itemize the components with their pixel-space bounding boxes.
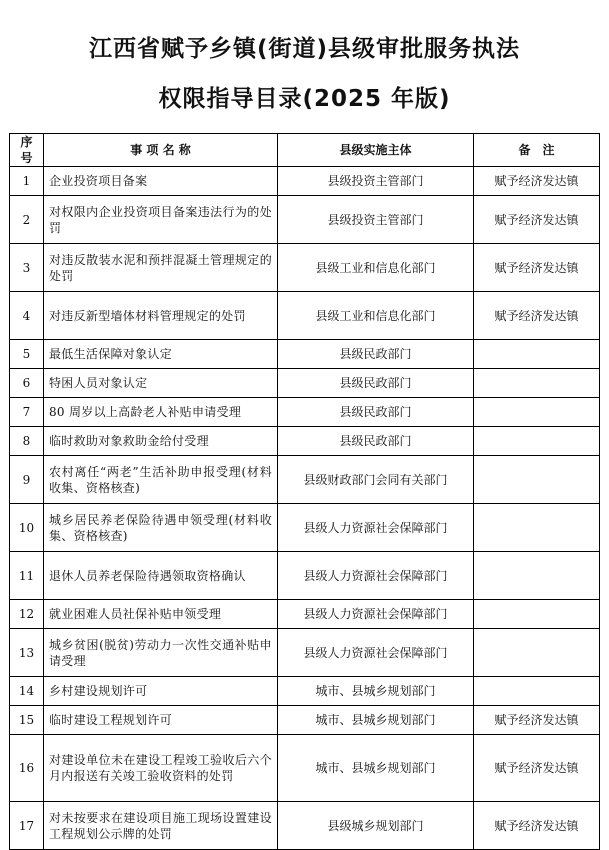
table-row: [10, 802, 600, 850]
row-remarks: 赋予经济发达镇: [474, 706, 600, 735]
row-remarks: 赋予经济发达镇: [474, 802, 600, 850]
table-row: [10, 735, 600, 802]
table-row: [10, 629, 600, 677]
row-serial-number: 12: [10, 600, 44, 629]
row-implementing-subject: 县级人力资源社会保障部门: [278, 504, 474, 552]
row-item-name: 临时建设工程规划许可: [44, 706, 278, 735]
document-title-line1: 江西省赋予乡镇(街道)县级审批服务执法: [88, 36, 521, 62]
row-remarks: 赋予经济发达镇: [474, 735, 600, 802]
row-item-name: 城乡居民养老保险待遇申领受理(材料收集、资格核查): [44, 504, 278, 552]
row-implementing-subject: 县级人力资源社会保障部门: [278, 629, 474, 677]
row-implementing-subject: 县级民政部门: [278, 369, 474, 398]
authority-catalog-table: [9, 133, 600, 850]
table-row: [10, 677, 600, 706]
row-item-name: 最低生活保障对象认定: [44, 340, 278, 369]
row-item-name: 乡村建设规划许可: [44, 677, 278, 706]
row-remarks: [474, 369, 600, 398]
row-remarks: [474, 504, 600, 552]
row-remarks: [474, 340, 600, 369]
header-remarks: 备 注: [474, 134, 600, 167]
row-serial-number: 5: [10, 340, 44, 369]
row-serial-number: 2: [10, 196, 44, 244]
row-implementing-subject: 县级民政部门: [278, 398, 474, 427]
table-row: [10, 504, 600, 552]
row-implementing-subject: 城市、县城乡规划部门: [278, 677, 474, 706]
row-item-name: 城乡贫困(脱贫)劳动力一次性交通补贴申请受理: [44, 629, 278, 677]
header-serial-number: 序号: [10, 134, 44, 167]
row-item-name: 企业投资项目备案: [44, 167, 278, 196]
row-remarks: [474, 600, 600, 629]
table-header-row: [10, 134, 600, 167]
row-item-name: 80 周岁以上高龄老人补贴申请受理: [44, 398, 278, 427]
row-serial-number: 15: [10, 706, 44, 735]
row-item-name: 农村离任“两老”生活补助申报受理(材料收集、资格核查): [44, 456, 278, 504]
row-serial-number: 16: [10, 735, 44, 802]
row-implementing-subject: 县级人力资源社会保障部门: [278, 552, 474, 600]
table-row: [10, 369, 600, 398]
row-serial-number: 4: [10, 292, 44, 340]
table-row: [10, 427, 600, 456]
header-item-name: 事 项 名 称: [44, 134, 278, 167]
row-implementing-subject: 城市、县城乡规划部门: [278, 735, 474, 802]
row-item-name: 对违反散装水泥和预拌混凝土管理规定的处罚: [44, 244, 278, 292]
row-implementing-subject: 县级城乡规划部门: [278, 802, 474, 850]
table-row: [10, 340, 600, 369]
row-implementing-subject: 县级工业和信息化部门: [278, 292, 474, 340]
row-implementing-subject: 县级投资主管部门: [278, 196, 474, 244]
row-remarks: [474, 456, 600, 504]
row-item-name: 退休人员养老保险待遇领取资格确认: [44, 552, 278, 600]
row-remarks: [474, 629, 600, 677]
row-item-name: 特困人员对象认定: [44, 369, 278, 398]
row-serial-number: 7: [10, 398, 44, 427]
table-row: [10, 167, 600, 196]
table-row: [10, 398, 600, 427]
row-serial-number: 17: [10, 802, 44, 850]
row-serial-number: 13: [10, 629, 44, 677]
row-item-name: 临时救助对象救助金给付受理: [44, 427, 278, 456]
row-serial-number: 11: [10, 552, 44, 600]
row-implementing-subject: 县级财政部门会同有关部门: [278, 456, 474, 504]
row-remarks: [474, 427, 600, 456]
row-serial-number: 3: [10, 244, 44, 292]
row-serial-number: 1: [10, 167, 44, 196]
row-item-name: 对未按要求在建设项目施工现场设置建设工程规划公示牌的处罚: [44, 802, 278, 850]
table-row: [10, 600, 600, 629]
row-implementing-subject: 县级工业和信息化部门: [278, 244, 474, 292]
row-implementing-subject: 县级人力资源社会保障部门: [278, 600, 474, 629]
row-implementing-subject: 县级民政部门: [278, 340, 474, 369]
row-serial-number: 14: [10, 677, 44, 706]
table-row: [10, 244, 600, 292]
table-row: [10, 456, 600, 504]
row-item-name: 就业困难人员社保补贴申领受理: [44, 600, 278, 629]
row-item-name: 对建设单位未在建设工程竣工验收后六个月内报送有关竣工验收资料的处罚: [44, 735, 278, 802]
row-remarks: [474, 677, 600, 706]
row-implementing-subject: 县级投资主管部门: [278, 167, 474, 196]
row-serial-number: 8: [10, 427, 44, 456]
row-remarks: [474, 552, 600, 600]
row-implementing-subject: 县级民政部门: [278, 427, 474, 456]
table-row: [10, 706, 600, 735]
row-remarks: 赋予经济发达镇: [474, 196, 600, 244]
row-implementing-subject: 城市、县城乡规划部门: [278, 706, 474, 735]
table-row: [10, 292, 600, 340]
table-row: [10, 196, 600, 244]
row-remarks: 赋予经济发达镇: [474, 292, 600, 340]
table-row: [10, 552, 600, 600]
row-serial-number: 9: [10, 456, 44, 504]
row-remarks: 赋予经济发达镇: [474, 167, 600, 196]
row-remarks: 赋予经济发达镇: [474, 244, 600, 292]
row-item-name: 对违反新型墙体材料管理规定的处罚: [44, 292, 278, 340]
row-serial-number: 10: [10, 504, 44, 552]
row-serial-number: 6: [10, 369, 44, 398]
row-item-name: 对权限内企业投资项目备案违法行为的处罚: [44, 196, 278, 244]
row-remarks: [474, 398, 600, 427]
header-implementing-subject: 县级实施主体: [278, 134, 474, 167]
document-title-line2: 权限指导目录(2025 年版): [158, 86, 451, 112]
